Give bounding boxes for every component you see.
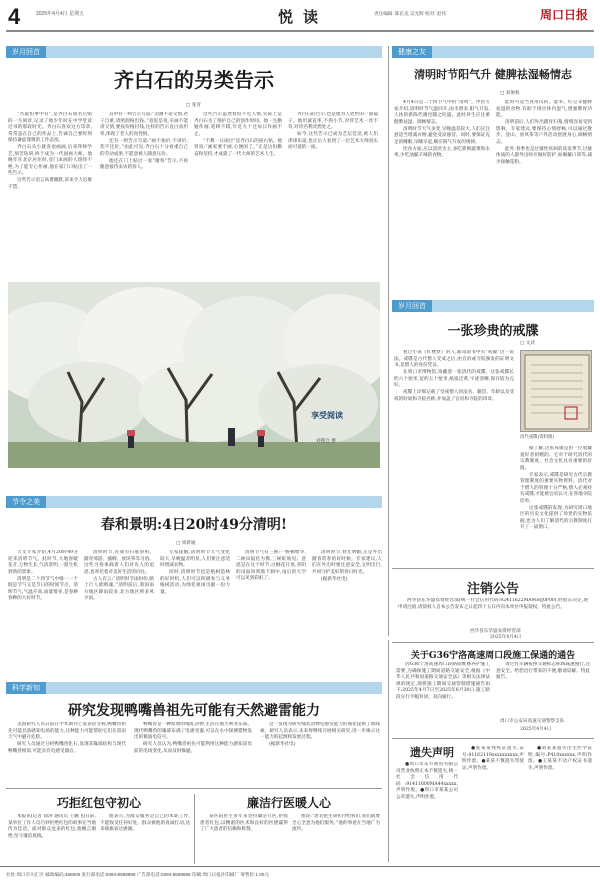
article-column: [394, 100, 490, 296]
paragraph: 他还在门上贴过一张“谢客”告示,不再随意接待来访的客人。: [100, 158, 188, 170]
article-byline-qi: □ 张青: [186, 103, 201, 108]
paragraph: 这一发现为研究哺乳动物电感受能力的演化提供了新线索。研究人员表示,未来将继续开展相关研究,进一步揭示这一能力的起源和发展过程。: [260, 722, 380, 740]
notice-date-cancel: 2025年4月4日: [490, 635, 522, 640]
editors-line: 责任编辑: 陈长龙 吴光辉 校对: 赵伟: [374, 11, 446, 16]
section-tag-health: 健康之友: [392, 46, 432, 58]
article-column: [194, 112, 282, 282]
certificate-illustration: [521, 351, 592, 432]
article-byline-health: □ 刘俊秋: [500, 91, 520, 96]
paragraph: 专家表示,戒牒是研究古代宗教管理制度的重要实物资料。清代对于僧人的管理十分严格,僧人必须持有戒牒,才能被官府认可,在各地寺院挂单。: [520, 472, 592, 504]
page-number: 4: [8, 4, 21, 29]
paragraph: 因G36宁洛高速周口段路面维修养护施工需要,为确保施工期间道路交通安全,根据《中华人民共和国道路交通安全法》等相关法律法规的规定,现将施工期间交通管制措施通告如下:2025年4月7日至2025年6月30日,施工路段实行半幅封闭、双向通行。: [396, 662, 490, 700]
section-title: 悦读: [277, 8, 328, 26]
divider: [392, 568, 594, 569]
column-divider: [388, 640, 389, 862]
paragraph: (据新华社电): [269, 742, 296, 747]
article-column: [496, 100, 592, 296]
article-column: [84, 550, 154, 676]
article-column: [520, 446, 592, 564]
paragraph: 某医院医生多年来坚持廉洁行医,拒收患者红包,以精湛的医术和良好的医德赢得了广大患者的信赖和称赞。: [200, 814, 288, 832]
article-title-science: 研究发现鸭嘴兽祖先可能有天然避雷能力: [68, 703, 320, 719]
column-divider: [194, 794, 195, 864]
paragraph: 清明时节,春光明媚,正是外出踏青赏春的好时候。专家建议,人们在外出时要注意安全,文明出行,共同守护美好的春日时光。: [312, 550, 382, 575]
article-column: [8, 112, 92, 282]
article-column: [288, 112, 378, 282]
paragraph: 戒牒上详细记载了受戒僧人的法名、籍贯、年龄以及受戒的时间和寺院名称,并加盖了官府和寺院的印章。: [394, 390, 514, 402]
notice-date-g36: 2025年4月4日: [520, 727, 552, 732]
paragraph: 齐白石的告示,也是他为人处世的一面镜子。他坦诚直率,不拘小节,对待艺术一丝不苟,对待名利淡然处之。: [288, 112, 378, 130]
photo-credit: 刘燕仓 摄: [316, 439, 336, 444]
notice-column: [462, 746, 524, 862]
paragraph: 清明节气有三候:一候桐始华,二候田鼠化为鴽,三候虹始见。意思是在这个时节,白桐花开放,喜阴的田鼠回到地下洞中,雨后的天空可以见到彩虹了。: [236, 550, 306, 581]
page-footer: 社址:周口市川汇区 邮政编码:466000 发行部电话:0394-8599999 广告部电话:0394-8599888 印刷:周口日报社印刷厂 零售价:1.00元: [0, 866, 600, 883]
paragraph: 这些告示语言诙谐幽默,读来令人忍俊不禁。: [8, 178, 92, 190]
article-column: [8, 814, 96, 864]
paragraph: (据新华社电): [321, 576, 348, 582]
column-divider: [388, 46, 389, 636]
paragraph: “不教一日闲过”是齐白石的座右铭。他曾说:“画家要不画,心便闲了。”正是这份勤奋和坚持,才成就了一代大师的艺术人生。: [194, 138, 282, 157]
paragraph: ●张某某残疾证遗失,证号:41162119xxxxxxxxxx,声明作废。●某某不慎遗失驾驶证,声明作废。: [462, 746, 524, 771]
paragraph: 清明前后,人们外出踏青扫墓,情绪容易受到影响。专家建议,要保持心情舒畅,可以通过散步、登山、放风筝等户外活动舒展身心,调畅情志。: [496, 120, 592, 145]
paragraph: 清明时节,民间有扫墓祭祖、踏青郊游、插柳、放风筝等习俗。这些习俗承载着人们对先人的追思,也寄托着对美好生活的向往。: [84, 550, 154, 575]
notice-column: [496, 662, 590, 710]
article-column: [312, 550, 382, 676]
article-byline-ration: □ 文武: [520, 341, 535, 346]
paragraph: 齐白石从小就喜欢画画,后来拜师学艺,刻苦钻研,终于成为一代国画大师。他晚年在北京居住时,登门求画的人络绎不绝,为了能专心作画,他在家门口贴出了一些告示。: [8, 145, 92, 176]
paragraph: 研究人员认为,鸭嘴兽祖先可能利用这种能力感知雷电前的电场变化,从而及时躲避。: [134, 742, 252, 754]
article-title-wine: 巧拒红包守初心: [56, 796, 141, 810]
paragraph: 他表示,为群众服务是自己的本职工作,不能收受任何好处。群众被他的真诚打动,送来锦旗表达感谢。: [100, 814, 190, 832]
notice-column: [396, 762, 458, 862]
article-byline-solar: □ 周新媛: [176, 541, 196, 546]
article-column: [8, 550, 78, 676]
article-column: [100, 814, 190, 864]
article-title-ration: 一张珍贵的戒牒: [447, 324, 539, 339]
article-column: [292, 814, 380, 864]
paragraph: 这些告示虽然看似不近人情,实际上是齐白石为了保护自己的创作时间。他一生勤勉作画,笔耕不辍,年近九十还每日作画不止。: [194, 112, 282, 137]
notice-signature-cancel: 西华县东华盛农资经营部: [470, 629, 521, 634]
section-tag-history2: 岁月回首: [392, 300, 432, 312]
notice-body-cancel: [398, 598, 588, 628]
section-tag-solar: 节令之美: [6, 496, 46, 508]
section-band-science: [6, 682, 382, 694]
paragraph: 4月4日是二十四节气中的“清明”。中医专家介绍,清明时节气温回升,雨水增多,阳气升发,人体的新陈代谢也随之旺盛。此时养生应注重健脾祛湿、调畅情志。: [394, 100, 490, 125]
notice-title-g36: 关于G36宁洛高速周口段施工保通的通告: [410, 651, 576, 661]
article-column: [200, 814, 288, 864]
divider: [392, 738, 594, 739]
section-band-history: [6, 46, 382, 58]
article-title-disease: 廉洁行医暖人心: [246, 796, 331, 810]
header-rule: [6, 30, 594, 32]
paragraph: 西华县东华盛农资经营部(统一社会信用代码:92411622MA9G8J0P00),经股东决定,现申请注销,请债权人自本公告发布之日起四十五日内向本单位申报债权。特此公告。: [398, 598, 588, 610]
paragraph: 其中有一则告示写道:“卖画不论交情,君子自重,请照润格出钱。”意思是说,买画不能讲交情,要按价格付钱,这样的告示直白而坦率,体现了老人的真性情。: [100, 112, 188, 137]
section-tag-history: 岁月回首: [6, 46, 46, 58]
paragraph: 美国研究人员日前在学术期刊上发表论文称,鸭嘴兽祖先可能具备感知电场的能力,这种能力可能帮助它们在雷雨天气中避开危险。: [8, 722, 126, 740]
paragraph: 此外,春季也是过敏性疾病的高发季节,过敏体质的人群外出时应做好防护,如佩戴口罩等,减少接触花粉。: [496, 146, 592, 165]
newspaper-logo: 周口日报: [540, 8, 589, 22]
paragraph: 研究人员通过分析鸭嘴兽化石,发现其喙部结构与现代鸭嘴兽相似,可能具有电感受器官。: [8, 742, 126, 754]
issue-date: 2025年4月4日 星期五: [36, 11, 85, 17]
paragraph: 还有一则告示写道:“画不加价,不讲价,恕不还价。”由此可见,齐白石十分看重自己的劳动成果,不愿意被人随意压价。: [100, 138, 188, 157]
article-column: [236, 550, 306, 676]
paragraph: 本报讯(记者 徐涛 通讯员 王鹏飞)日前,某单位工作人员巧妙拒绝红包的故事在当地传为佳话。面对群众送来的红包,他婉言谢绝,坚守廉洁底线。: [8, 814, 96, 839]
paragraph: “吾最怕事中有”,是齐白石成名后贴的一方闲章,记录了他少年时在中学堂读过书的那段时光。齐白石喜欢这方印章,常常盖在自己的作品上,告诫自己要时刻保持谦虚谨慎的工作态度。: [8, 112, 92, 143]
article-column: [8, 722, 126, 784]
photo-caption: 享受阅读: [311, 410, 343, 420]
paragraph: 饮食方面,应以清淡为主,多吃新鲜蔬菜和水果,少吃油腻辛辣的食物。: [394, 146, 490, 158]
paragraph: 请过往车辆按照交通标志标线减速慢行,注意安全。给您出行带来的不便,敬请谅解。特此通告。: [496, 662, 590, 680]
paragraph: 他说:“患者把生命托付给我们,我们就要全心全意为他们服务。”他的事迹在当地广为流传。: [292, 814, 380, 832]
section-banner: [240, 0, 366, 30]
notice-title-lost: 遗失声明: [410, 746, 454, 759]
article-column: [260, 722, 380, 784]
article-column: [134, 722, 252, 784]
page-header: [0, 0, 600, 40]
photo-ordination-certificate: [520, 350, 592, 432]
paragraph: 如今,这些告示已成为艺坛佳话,被人们津津乐道,也让后人看到了一位艺术大师真实而可爱的一面。: [288, 132, 378, 150]
paragraph: ●刘某某遗失出生医学证明,编号:P410xxxxxx,声明作废。●王某某不动产权证书遗失,声明作废。: [528, 746, 592, 771]
section-tag-science: 科学新知: [6, 682, 46, 694]
paragraph: 专家提醒,清明时节天气变化较大,早晚温差明显,人们要注意适时增减衣物。: [160, 550, 230, 568]
article-title-qi: 齐白石的另类告示: [114, 68, 274, 92]
divider: [392, 642, 594, 643]
article-column: [394, 350, 514, 564]
paragraph: 据了解,这张戒牒是由一位收藏爱好者捐赠的。它对于研究清代的宗教制度、社会文化具有重要的价值。: [520, 446, 592, 471]
paragraph: 清明是二十四节气中唯一一个既是节气又是节日的时间节点。清明节气,气温升高,雨量增多,是春耕春种的大好时节。: [8, 576, 78, 601]
article-title-health: 清明时节阳气升 健脾祛湿畅情志: [414, 68, 572, 81]
notice-column: [528, 746, 592, 862]
paragraph: 同时,清明时节也是植树造林的好时机,人们可以积极参与义务植树活动,为绿化祖国贡献一份力量。: [160, 570, 230, 595]
section-band-solar: [6, 496, 382, 508]
paragraph: 此时可适当食用山药、薏米、红豆等健脾祛湿的食物,有助于排出体内湿气,增强脾胃功能。: [496, 100, 592, 118]
paragraph: 鸭嘴兽是一种原始的哺乳动物,生活在澳大利亚东部。现代鸭嘴兽的喙部布满了电感受器,可以在水中探测猎物发出的微弱电信号。: [134, 722, 252, 740]
paragraph: 清明时节天气多变,早晚温差较大,人们应注意适当增减衣物,避免受凉感冒。同时,要保证充足的睡眠,早睡早起,顺应阳气升发的规律。: [394, 126, 490, 145]
photo-caption-certificate: 清代戒牒(资料图): [520, 435, 555, 440]
paragraph: 天文专家介绍,4月20时49分迎来清明节气。此时节,大地春暖花开,万物生长,气清景明,一派生机勃勃的景象。: [8, 550, 78, 575]
paragraph: 看过小说《红楼梦》的人,都知道书中有“戒牒”这一说法。戒牒是古代僧人受戒之后,由官府或寺院颁发的证明文书,是僧人的身份凭证。: [394, 350, 514, 368]
notice-signature-g36: 周口市公安局高速交通警察支队: [500, 719, 565, 724]
article-column: [100, 112, 188, 282]
notice-column: [396, 662, 490, 732]
paragraph: 这张戒牒的发现,为研究周口地区的历史文化提供了珍贵的实物依据,也为人们了解清代的宗教制度打开了一扇窗口。: [520, 505, 592, 530]
paragraph: ●周口市东方商贸有限公司营业执照正本不慎遗失,统一社会信用代码:91411600MA44xxxxx,声明作废。●周口市某某公司公章遗失,声明作废。: [396, 762, 458, 800]
article-title-solar: 春和景明:4日20时49分清明!: [100, 517, 288, 533]
notice-title-cancel: 注销公告: [466, 582, 519, 597]
paragraph: 在周口市博物馆,珍藏着一张清代的戒牒。这张戒牒长约六十厘米,宽约五十厘米,纸质泛黄,字迹清晰,保存较为完好。: [394, 370, 514, 388]
divider: [6, 788, 382, 789]
paragraph: 古人有云:“清明时节雨纷纷,路上行人欲断魂。”清明前后,我国南方地区降雨较多,北方地区则多风少雨。: [84, 576, 154, 601]
article-column: [160, 550, 230, 676]
